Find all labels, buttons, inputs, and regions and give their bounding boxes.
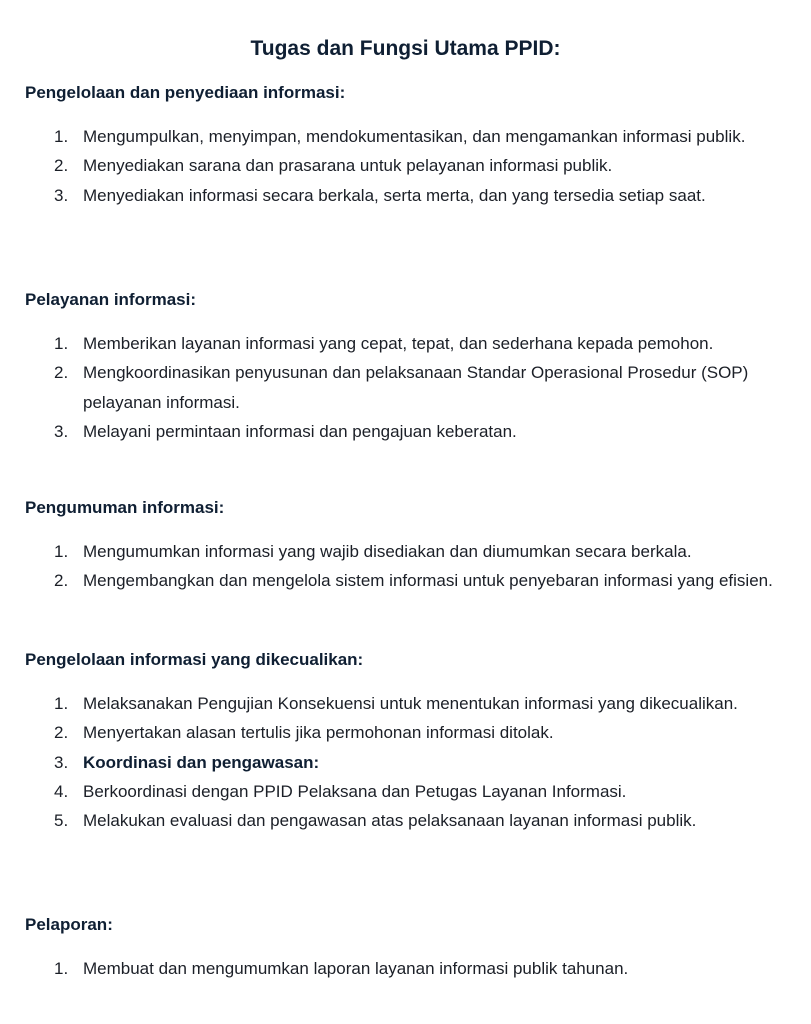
section-heading: Pengelolaan informasi yang dikecualikan: bbox=[25, 650, 364, 669]
section-pengelolaan-penyediaan bbox=[25, 82, 795, 205]
item-number: 1. bbox=[54, 959, 69, 978]
item-text: Koordinasi dan pengawasan: bbox=[83, 752, 320, 772]
item-text: Berkoordinasi dengan PPID Pelaksana dan Petugas Layanan Informasi. bbox=[83, 781, 627, 801]
item-text: Melakukan evaluasi dan pengawasan atas pelaksanaan layanan informasi publik. bbox=[83, 811, 697, 831]
item-number: 1. bbox=[54, 542, 69, 561]
item-number: 1. bbox=[54, 334, 69, 353]
document-title: Tugas dan Fungsi Utama PPID: bbox=[250, 37, 561, 60]
section-heading: Pengelolaan dan penyediaan informasi: bbox=[25, 83, 346, 102]
list-item bbox=[25, 566, 795, 595]
item-number: 1. bbox=[54, 694, 69, 713]
item-text: Menyediakan informasi secara berkala, serta merta, dan yang tersedia setiap saat. bbox=[83, 185, 706, 205]
section-heading: Pengumuman informasi: bbox=[25, 498, 225, 517]
section-heading: Pelayanan informasi: bbox=[25, 290, 197, 309]
item-list bbox=[25, 122, 795, 210]
item-number: 3. bbox=[54, 421, 69, 441]
list-item bbox=[25, 689, 795, 718]
list-item bbox=[25, 806, 795, 835]
item-list bbox=[25, 954, 795, 983]
item-text: Mengumumkan informasi yang wajib disediakan dan diumumkan secara berkala. bbox=[83, 542, 692, 561]
item-text: Memberikan layanan informasi yang cepat, tepat, dan sederhana kepada pemohon. bbox=[83, 334, 714, 353]
item-text: Mengkoordinasikan penyusunan dan pelaksanaan Standar Operasional Prosedur (SOP) pelayanan informasi. bbox=[83, 363, 749, 412]
item-text: Menyertakan alasan tertulis jika permohonan informasi ditolak. bbox=[83, 723, 554, 743]
item-text: Melaksanakan Pengujian Konsekuensi untuk menentukan informasi yang dikecualikan. bbox=[83, 694, 738, 713]
item-number: 4. bbox=[54, 781, 69, 801]
item-number: 2. bbox=[54, 156, 69, 176]
item-number: 3. bbox=[54, 185, 69, 205]
item-list bbox=[25, 537, 795, 596]
list-item-subheading bbox=[25, 748, 795, 777]
list-item bbox=[25, 329, 795, 358]
section-heading: Pelaporan: bbox=[25, 915, 113, 934]
list-item bbox=[25, 122, 795, 151]
item-text: Mengumpulkan, menyimpan, mendokumentasikan, dan mengamankan informasi publik. bbox=[83, 127, 746, 146]
item-list bbox=[25, 689, 795, 835]
list-item bbox=[25, 417, 795, 446]
section-informasi-dikecualikan bbox=[25, 649, 795, 831]
item-number: 2. bbox=[54, 363, 69, 383]
item-number: 5. bbox=[54, 811, 69, 831]
list-item bbox=[25, 954, 795, 983]
item-number: 1. bbox=[54, 127, 69, 146]
item-text: Membuat dan mengumumkan laporan layanan informasi publik tahunan. bbox=[83, 959, 629, 978]
section-pelaporan bbox=[25, 914, 795, 978]
list-item bbox=[25, 151, 795, 180]
item-number: 2. bbox=[54, 723, 69, 743]
list-item bbox=[25, 537, 795, 566]
item-text: Melayani permintaan informasi dan pengajuan keberatan. bbox=[83, 421, 517, 441]
section-pelayanan bbox=[25, 289, 795, 441]
list-item bbox=[25, 718, 795, 747]
list-item bbox=[25, 777, 795, 806]
item-text: Mengembangkan dan mengelola sistem informasi untuk penyebaran informasi yang efisien. bbox=[83, 571, 773, 591]
section-pengumuman bbox=[25, 497, 795, 591]
item-number: 2. bbox=[54, 571, 69, 591]
item-text: Menyediakan sarana dan prasarana untuk pelayanan informasi publik. bbox=[83, 156, 613, 176]
item-number: 3. bbox=[54, 752, 69, 772]
list-item bbox=[25, 181, 795, 210]
item-list bbox=[25, 329, 795, 446]
list-item bbox=[25, 358, 795, 417]
